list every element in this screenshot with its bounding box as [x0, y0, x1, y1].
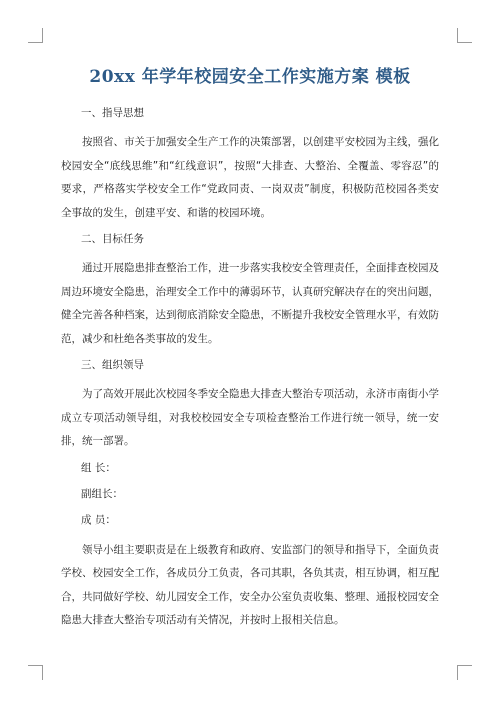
role-members: 成 员：: [81, 513, 116, 526]
paragraph-leadership-duties: 领导小组主要职责是在上级教育和政府、安监部门的领导和指导下，全面负责学校、校园安全工作，各成员分工负责，各司其职，各负其责，相互协调，相互配合，共同做好学校、幼儿园安全工作，安全办公室负责收集、整理、通报校园安全隐患大排查大整治专项活动有关情况，并按时上报相关信息。: [61, 543, 439, 626]
section-heading-guiding-ideology: 一、指导思想: [81, 107, 144, 119]
crop-mark-top-left: [28, 28, 43, 43]
crop-mark-top-right: [457, 28, 472, 43]
paragraph-guiding-ideology: 按照省、市关于加强安全生产工作的决策部署，以创建平安校园为主线，强化校园安全“底线思维”和“红线意识”，按照“大排查、大整治、全覆盖、零容忍”的要求，严格落实学校安全工作“党政同责、一岗双责”制度，积极防范校园各类安全事故的发生，创建平安、和谐的校园环境。: [61, 136, 439, 219]
crop-mark-bottom-right: [457, 665, 472, 680]
crop-mark-bottom-left: [28, 665, 43, 680]
document-body: [61, 106, 439, 640]
role-deputy-leader: 副组长：: [81, 487, 123, 500]
role-leader: 组 长：: [81, 461, 116, 474]
section-heading-goals: 二、目标任务: [81, 233, 144, 245]
section-heading-leadership: 三、组织领导: [81, 359, 144, 371]
paragraph-goals: 通过开展隐患排查整治工作，进一步落实我校安全管理责任，全面排查校园及周边环境安全隐患，治理安全工作中的薄弱环节，认真研究解决存在的突出问题，健全完善各种档案，达到彻底消除安全隐患，不断提升我校安全管理水平，有效防范，减少和杜绝各类事故的发生。: [61, 262, 439, 345]
paragraph-leadership: 为了高效开展此次校园冬季安全隐患大排查大整治专项活动，永济市南街小学成立专项活动领导组，对我校校园安全专项检查整治工作进行统一领导，统一安排，统一部署。: [61, 388, 439, 447]
document-title: 20xx 年学年校园安全工作实施方案 模板: [89, 67, 411, 87]
